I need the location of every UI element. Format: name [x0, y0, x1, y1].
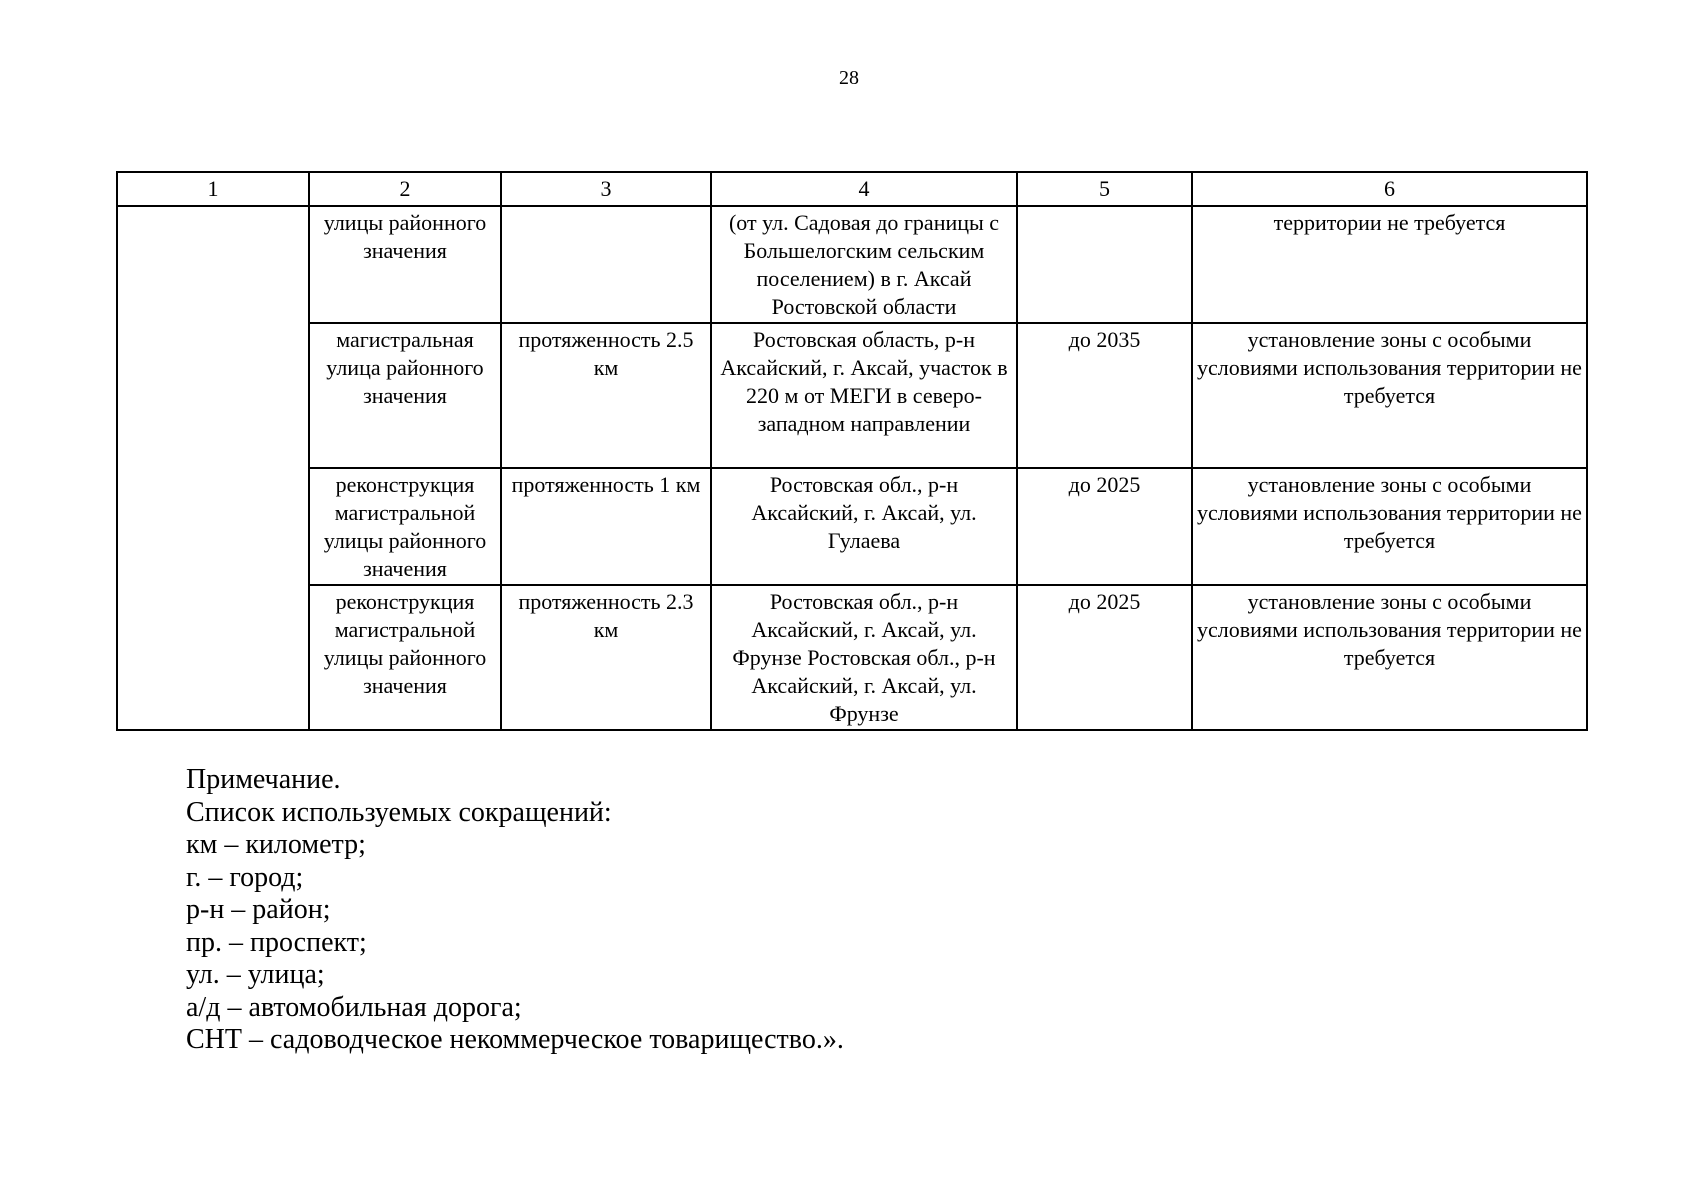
column-header-4: 4 [711, 172, 1017, 206]
table-row [117, 323, 1587, 468]
table-cell-col1-merged [117, 206, 309, 730]
table-row [117, 206, 1587, 323]
abbreviation-item: пр. – проспект; [186, 926, 367, 958]
table-cell-col6: установление зоны с особыми условиями использования территории не требуется [1192, 468, 1587, 585]
data-table [116, 171, 1588, 731]
abbreviation-item: р-н – район; [186, 894, 331, 925]
table-cell-col2: реконструкция магистральной улицы районного значения [309, 585, 501, 730]
table-cell-col2: реконструкция магистральной улицы районного значения [309, 468, 501, 585]
table-header-row [117, 172, 1587, 206]
abbreviation-item: а/д – автомобильная дорога; [186, 991, 522, 1023]
table-cell-col6: установление зоны с особыми условиями использования территории не требуется [1192, 323, 1587, 468]
table-cell-col2: улицы районного значения [309, 206, 501, 323]
table-cell-col2: магистральная улица районного значения [309, 323, 501, 468]
table-cell-col5 [1017, 206, 1192, 323]
table-cell-col5: до 2035 [1017, 323, 1192, 468]
column-header-1: 1 [117, 172, 309, 206]
column-header-5: 5 [1017, 172, 1192, 206]
table-row [117, 585, 1587, 730]
table-cell-col4: Ростовская обл., р-н Аксайский, г. Аксай, ул. Гулаева [711, 468, 1017, 585]
table-cell-col4: Ростовская область, р-н Аксайский, г. Аксай, участок в 220 м от МЕГИ в северо-западном направлении [711, 323, 1017, 468]
abbreviation-item: ул. – улица; [186, 959, 325, 990]
table-cell-col5: до 2025 [1017, 585, 1192, 730]
abbreviation-item: СНТ – садоводческое некоммерческое товарищество.». [186, 1024, 844, 1055]
note-title: Примечание. [186, 764, 341, 795]
note-subtitle: Список используемых сокращений: [186, 796, 612, 828]
note-section [186, 764, 844, 1057]
table-row [117, 468, 1587, 585]
abbreviation-item: г. – город; [186, 861, 304, 893]
table-cell-col3: протяженность 1 км [501, 468, 711, 585]
abbreviation-item: км – километр; [186, 829, 366, 860]
column-header-2: 2 [309, 172, 501, 206]
table-cell-col3: протяженность 2.3 км [501, 585, 711, 730]
table-cell-col5: до 2025 [1017, 468, 1192, 585]
table-cell-col6: установление зоны с особыми условиями использования территории не требуется [1192, 585, 1587, 730]
table-cell-col3 [501, 206, 711, 323]
column-header-6: 6 [1192, 172, 1587, 206]
table-cell-col6: территории не требуется [1192, 206, 1587, 323]
table-cell-col4: (от ул. Садовая до границы с Большелогским сельским поселением) в г. Аксай Ростовской области [711, 206, 1017, 323]
table-cell-col3: протяженность 2.5 км [501, 323, 711, 468]
page-number: 28 [839, 67, 859, 89]
column-header-3: 3 [501, 172, 711, 206]
table-cell-col4: Ростовская обл., р-н Аксайский, г. Аксай, ул. Фрунзе Ростовская обл., р-н Аксайский, г. Аксай, ул. Фрунзе [711, 585, 1017, 730]
